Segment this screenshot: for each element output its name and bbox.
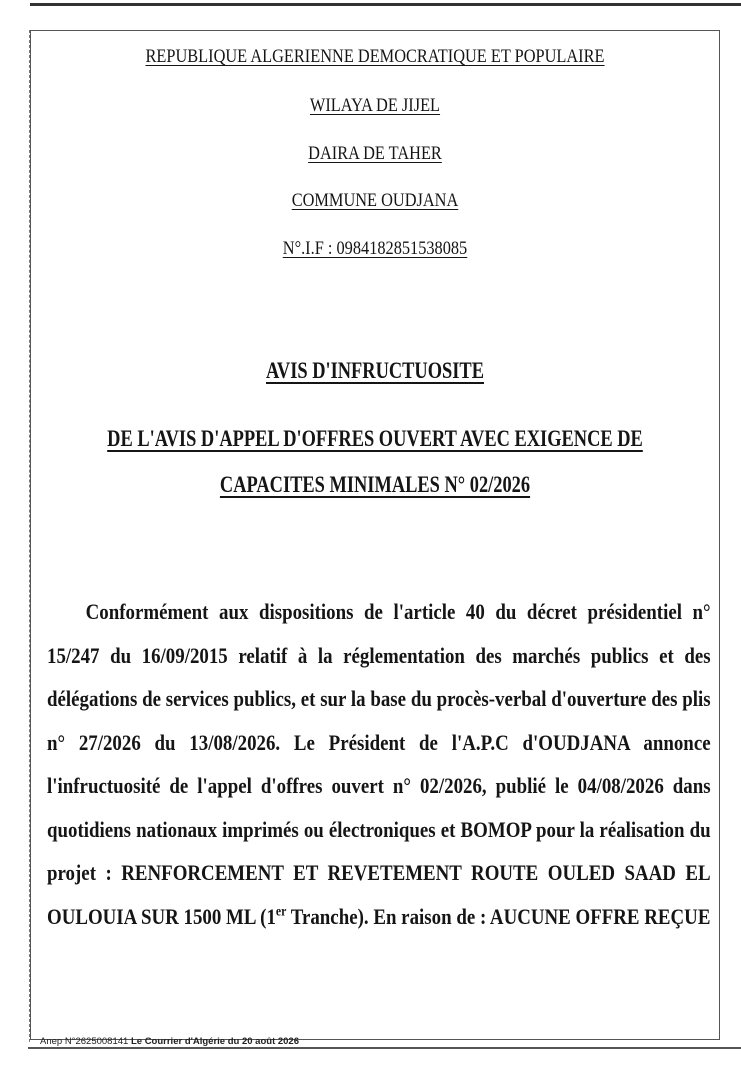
header-wilaya: WILAYA DE JIJEL xyxy=(309,95,441,116)
notice-subtitle-line1: DE L'AVIS D'APPEL D'OFFRES OUVERT AVEC EXIGENCE DE xyxy=(107,426,643,451)
notice-subtitle-line2: CAPACITES MINIMALES N° 02/2026 xyxy=(219,472,531,497)
header-nif: N°.I.F : 0984182851538085 xyxy=(282,238,468,259)
header-commune: COMMUNE OUDJANA xyxy=(291,190,459,211)
header-republic: REPUBLIQUE ALGERIENNE DEMOCRATIQUE ET POPULAIRE xyxy=(145,46,605,67)
newspaper-name: Le Courrier d'Algérie du 20 août 2026 xyxy=(130,1036,299,1047)
ordinal-superscript: er xyxy=(275,904,287,919)
notice-body-text: Conformément aux dispositions de l'article 40 du décret présidentiel n° 15/247 du 16/09/2015 relatif à la réglementation des marchés publics et des délégations de services publics, et sur la base du procès-verbal d'ouverture des plis n° 27/2026 du 13/08/2026. Le Président de l'A.P.C d'OUDJANA annonce l'infructuosité de l'appel d'offres ouvert n° 02/2026, publié le 04/08/2026 dans quotidiens nationaux imprimés ou électroniques et BOMOP pour la réalisation du projet : RENFORCEMENT ET REVETEMENT ROUTE OULED SAAD EL OULOUIA SUR 1500 ML (1 xyxy=(47,599,711,929)
anep-reference: Anep N°2625008141 xyxy=(40,1036,131,1047)
notice-body xyxy=(47,590,711,938)
notice-title: AVIS D'INFRUCTUOSITE xyxy=(266,358,484,383)
bottom-rule xyxy=(28,1047,741,1049)
frame-left-edge xyxy=(29,30,30,1042)
header-daira: DAIRA DE TAHER xyxy=(308,143,442,164)
publication-footer xyxy=(40,1036,299,1047)
notice-body-text-end: Tranche). En raison de : AUCUNE OFFRE REÇUE xyxy=(286,903,711,929)
top-rule xyxy=(30,3,741,6)
